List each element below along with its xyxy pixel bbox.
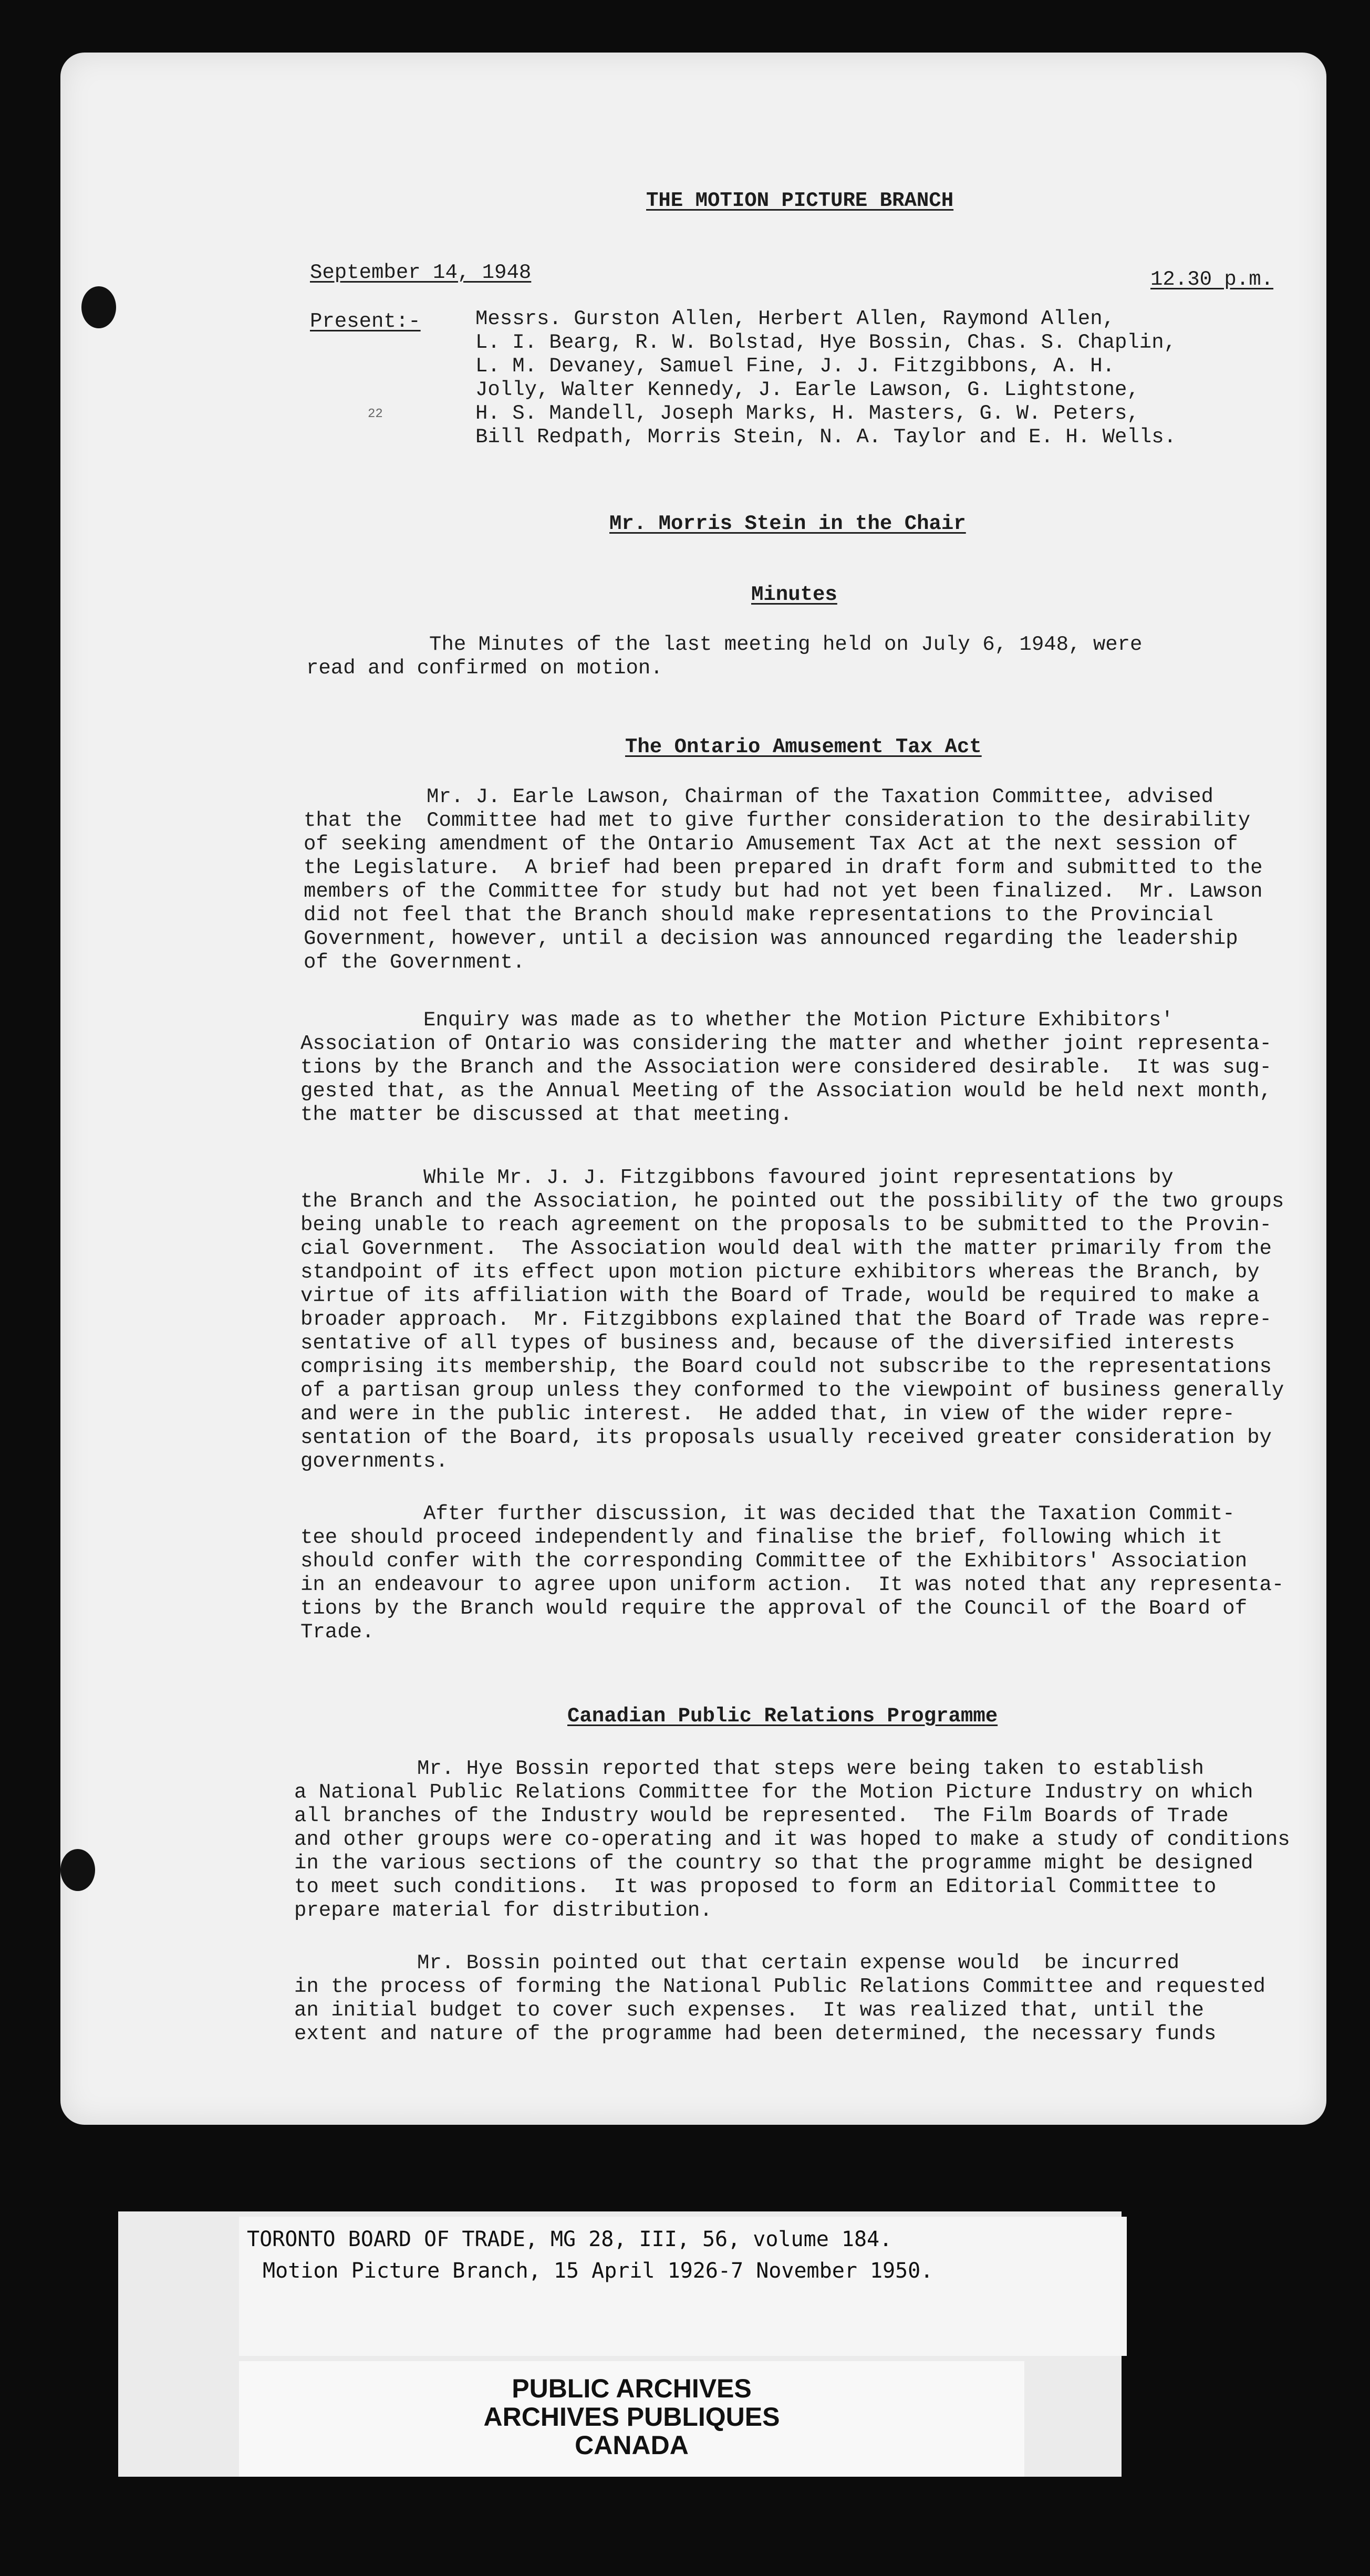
- paragraph: [294, 1757, 1332, 1923]
- meeting-date: September 14, 1948: [310, 261, 532, 284]
- text-line: governments.: [300, 1450, 448, 1473]
- text-line: tions by the Branch would require the approval of the Council of the Board of: [300, 1597, 1248, 1620]
- text-line: Government, however, until a decision was announced regarding the leadership: [304, 927, 1238, 950]
- text-line: that the Committee had met to give further consideration to the desirability: [304, 809, 1251, 832]
- text-line: read and confirmed on motion.: [306, 657, 663, 680]
- text-line: Enquiry was made as to whether the Motion Picture Exhibitors': [300, 1009, 1174, 1032]
- paragraph: [300, 1166, 1338, 1473]
- text-line: virtue of its affiliation with the Board of Trade, would be required to make a: [300, 1284, 1260, 1307]
- text-line: in the process of forming the National Public Relations Committee and requested: [294, 1975, 1265, 1998]
- chair-heading: Mr. Morris Stein in the Chair: [609, 512, 966, 535]
- attendee-line: Jolly, Walter Kennedy, J. Earle Lawson, G. Lightstone,: [475, 378, 1139, 401]
- text-line: extent and nature of the programme had been determined, the necessary funds: [294, 2022, 1217, 2045]
- binder-hole-bottom: [60, 1849, 95, 1891]
- text-line: to meet such conditions. It was proposed to form an Editorial Committee to: [294, 1875, 1217, 1898]
- text-line: gested that, as the Annual Meeting of the Association would be held next month,: [300, 1079, 1272, 1103]
- attendee-line: H. S. Mandell, Joseph Marks, H. Masters, G. W. Peters,: [475, 402, 1139, 425]
- archive-reference-line-1: TORONTO BOARD OF TRADE, MG 28, III, 56, volume 184.: [247, 2227, 892, 2251]
- text-line: members of the Committee for study but had not yet been finalized. Mr. Lawson: [304, 880, 1263, 903]
- attendee-line: L. I. Bearg, R. W. Bolstad, Hye Bossin, Chas. S. Chaplin,: [475, 331, 1177, 354]
- meeting-time: 12.30 p.m.: [1150, 268, 1274, 291]
- text-line: an initial budget to cover such expenses. It was realized that, until the: [294, 1999, 1204, 2022]
- text-line: Mr. Hye Bossin reported that steps were being taken to establish: [294, 1757, 1204, 1780]
- document-title: THE MOTION PICTURE BRANCH: [646, 189, 954, 212]
- text-line: sentative of all types of business and, because of the diversified interests: [300, 1332, 1235, 1355]
- text-line: all branches of the Industry would be represented. The Film Boards of Trade: [294, 1804, 1229, 1827]
- text-line: sentation of the Board, its proposals usually received greater consideration by: [300, 1426, 1272, 1449]
- archives-stamp: [239, 2361, 1024, 2477]
- text-line: While Mr. J. J. Fitzgibbons favoured joint representations by: [300, 1166, 1174, 1189]
- paragraph: [300, 1009, 1338, 1127]
- section-heading-amusement-tax: The Ontario Amusement Tax Act: [625, 735, 982, 759]
- text-line: of the Government.: [304, 951, 525, 974]
- text-line: the Branch and the Association, he pointed out the possibility of the two groups: [300, 1190, 1284, 1213]
- text-line: cial Government. The Association would deal with the matter primarily from the: [300, 1237, 1272, 1260]
- attendee-line: Messrs. Gurston Allen, Herbert Allen, Raymond Allen,: [475, 307, 1115, 330]
- text-line: Mr. J. Earle Lawson, Chairman of the Taxation Committee, advised: [304, 785, 1213, 808]
- text-line: of a partisan group unless they conformed to the viewpoint of business generally: [300, 1379, 1284, 1402]
- margin-pencil-note: 22: [368, 407, 383, 421]
- binder-hole-top: [81, 286, 116, 328]
- attendee-line: L. M. Devaney, Samuel Fine, J. J. Fitzgibbons, A. H.: [475, 355, 1115, 378]
- text-line: prepare material for distribution.: [294, 1899, 712, 1922]
- text-line: comprising its membership, the Board could not subscribe to the representations: [300, 1355, 1272, 1378]
- text-line: broader approach. Mr. Fitzgibbons explained that the Board of Trade was repre-: [300, 1308, 1272, 1331]
- paragraph: [306, 633, 1344, 680]
- text-line: in an endeavour to agree upon uniform action. It was noted that any representa-: [300, 1573, 1284, 1596]
- text-line: Trade.: [300, 1621, 375, 1644]
- text-line: standpoint of its effect upon motion picture exhibitors whereas the Branch, by: [300, 1261, 1260, 1284]
- present-label: Present:-: [310, 310, 421, 333]
- text-line: the Legislature. A brief had been prepared in draft form and submitted to the: [304, 856, 1263, 879]
- text-line: tions by the Branch and the Association were considered desirable. It was sug-: [300, 1056, 1272, 1079]
- archives-stamp-line: ARCHIVES PUBLIQUES: [483, 2402, 780, 2432]
- attendee-list: [475, 307, 1176, 449]
- text-line: a National Public Relations Committee for the Motion Picture Industry on which: [294, 1781, 1253, 1804]
- text-line: and were in the public interest. He added that, in view of the wider repre-: [300, 1403, 1235, 1426]
- text-line: tee should proceed independently and finalise the brief, following which it: [300, 1526, 1223, 1549]
- text-line: being unable to reach agreement on the proposals to be submitted to the Provin-: [300, 1213, 1272, 1237]
- paragraph: [304, 785, 1341, 974]
- archives-stamp-line: CANADA: [575, 2430, 689, 2460]
- text-line: did not feel that the Branch should make representations to the Provincial: [304, 903, 1213, 927]
- attendee-line: Bill Redpath, Morris Stein, N. A. Taylor and E. H. Wells.: [475, 425, 1177, 449]
- archives-stamp-line: PUBLIC ARCHIVES: [512, 2374, 752, 2403]
- text-line: The Minutes of the last meeting held on July 6, 1948, were: [306, 633, 1143, 656]
- paragraph: [300, 1502, 1338, 1644]
- section-heading-public-relations: Canadian Public Relations Programme: [567, 1705, 998, 1728]
- section-heading-minutes: Minutes: [751, 583, 837, 606]
- text-line: After further discussion, it was decided that the Taxation Commit-: [300, 1502, 1235, 1525]
- text-line: Mr. Bossin pointed out that certain expense would be incurred: [294, 1951, 1180, 1975]
- text-line: should confer with the corresponding Committee of the Exhibitors' Association: [300, 1550, 1248, 1573]
- text-line: of seeking amendment of the Ontario Amusement Tax Act at the next session of: [304, 833, 1238, 856]
- text-line: in the various sections of the country so that the programme might be designed: [294, 1852, 1253, 1875]
- text-line: Association of Ontario was considering the matter and whether joint representa-: [300, 1032, 1272, 1055]
- text-line: the matter be discussed at that meeting.: [300, 1103, 793, 1126]
- paragraph: [294, 1951, 1332, 2046]
- text-line: and other groups were co-operating and it was hoped to make a study of conditions: [294, 1828, 1290, 1851]
- archive-reference-line-2: Motion Picture Branch, 15 April 1926-7 November 1950.: [263, 2259, 933, 2283]
